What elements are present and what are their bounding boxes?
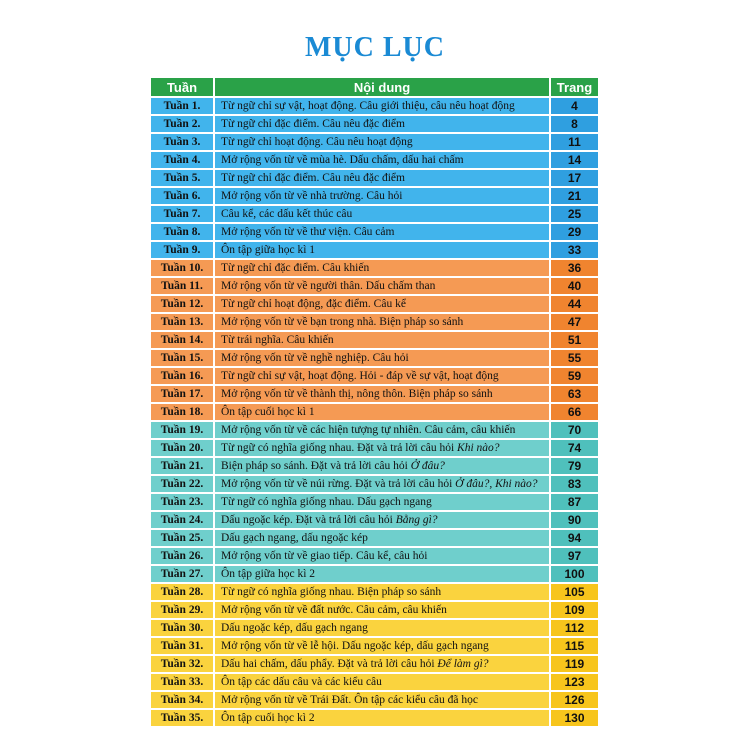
row-page: 55 [550,349,599,367]
row-page: 130 [550,709,599,727]
row-content [214,151,550,169]
row-content-text: Mở rộng vốn từ về thành thị, nông thôn. Biện pháp so sánh [221,388,493,400]
row-content [214,331,550,349]
row-content [214,295,550,313]
row-content-text: Ôn tập giữa học kì 1 [221,244,316,256]
row-content [214,223,550,241]
row-page: 8 [550,115,599,133]
row-content [214,583,550,601]
row-week: Tuần 1. [150,97,214,115]
row-week: Tuần 18. [150,403,214,421]
table-row [150,637,599,655]
row-page: 79 [550,457,599,475]
row-week: Tuần 23. [150,493,214,511]
row-content-text: Từ ngữ chỉ sự vật, hoạt động. Câu giới thiệu, câu nêu hoạt động [221,100,515,112]
header-content: Nội dung [214,77,550,97]
row-content [214,637,550,655]
row-content-text: Mở rộng vốn từ về đất nước. Câu cảm, câu khiến [221,604,447,616]
table-row [150,511,599,529]
table-row [150,565,599,583]
row-content [214,133,550,151]
row-week: Tuần 30. [150,619,214,637]
row-week: Tuần 6. [150,187,214,205]
row-week: Tuần 12. [150,295,214,313]
row-page: 74 [550,439,599,457]
table-row [150,205,599,223]
row-page: 87 [550,493,599,511]
row-week: Tuần 20. [150,439,214,457]
row-week: Tuần 17. [150,385,214,403]
row-page: 25 [550,205,599,223]
table-row [150,277,599,295]
row-content-text: Từ ngữ có nghĩa giống nhau. Đặt và trả lời câu hỏi [221,442,458,454]
row-page: 17 [550,169,599,187]
row-content [214,277,550,295]
row-content [214,187,550,205]
header-page: Trang [550,77,599,97]
row-content-text: Từ ngữ chỉ đặc điểm. Câu khiến [221,262,370,274]
table-row [150,169,599,187]
row-content-text: Từ trái nghĩa. Câu khiến [221,334,334,346]
row-content [214,547,550,565]
table-row [150,691,599,709]
row-page: 63 [550,385,599,403]
table-row [150,457,599,475]
row-content [214,313,550,331]
row-content-text: Từ ngữ chỉ đặc điểm. Câu nêu đặc điểm [221,172,405,184]
row-content [214,385,550,403]
row-week: Tuần 28. [150,583,214,601]
row-week: Tuần 29. [150,601,214,619]
row-content-text: Mở rộng vốn từ về thư viện. Câu cảm [221,226,395,238]
row-week: Tuần 4. [150,151,214,169]
row-page: 100 [550,565,599,583]
row-week: Tuần 25. [150,529,214,547]
row-content [214,439,550,457]
table-row [150,295,599,313]
row-content [214,529,550,547]
row-content [214,493,550,511]
row-content-question: Để làm gì? [437,658,489,670]
row-page: 40 [550,277,599,295]
row-content-text: Mở rộng vốn từ về bạn trong nhà. Biện pháp so sánh [221,316,464,328]
row-page: 21 [550,187,599,205]
row-content-question: Bằng gì? [395,514,438,526]
row-week: Tuần 32. [150,655,214,673]
table-row [150,151,599,169]
row-week: Tuần 34. [150,691,214,709]
row-week: Tuần 26. [150,547,214,565]
row-week: Tuần 31. [150,637,214,655]
row-content-text: Dấu hai chấm, dấu phẩy. Đặt và trả lời câu hỏi [221,658,438,670]
row-content-text: Từ ngữ có nghĩa giống nhau. Biện pháp so sánh [221,586,442,598]
row-content [214,601,550,619]
table-row [150,115,599,133]
row-content [214,115,550,133]
row-page: 14 [550,151,599,169]
row-content-text: Ôn tập cuối học kì 1 [221,406,315,418]
row-content-question: Ở đâu?, Khi nào? [455,478,538,490]
row-week: Tuần 24. [150,511,214,529]
row-content [214,691,550,709]
table-row [150,619,599,637]
row-content [214,655,550,673]
table-row [150,529,599,547]
table-row [150,331,599,349]
row-week: Tuần 3. [150,133,214,151]
row-content-text: Dấu ngoặc kép, dấu gạch ngang [221,622,368,634]
row-content-text: Mở rộng vốn từ về nghề nghiệp. Câu hỏi [221,352,409,364]
row-content-text: Từ ngữ chỉ đặc điểm. Câu nêu đặc điểm [221,118,405,130]
row-page: 112 [550,619,599,637]
row-week: Tuần 33. [150,673,214,691]
row-content [214,403,550,421]
table-row [150,385,599,403]
row-content-text: Mở rộng vốn từ về núi rừng. Đặt và trả lời câu hỏi [221,478,456,490]
row-week: Tuần 2. [150,115,214,133]
row-content-text: Từ ngữ chỉ hoạt động. Câu nêu hoạt động [221,136,413,148]
row-page: 36 [550,259,599,277]
row-page: 47 [550,313,599,331]
row-week: Tuần 8. [150,223,214,241]
row-page: 33 [550,241,599,259]
row-week: Tuần 27. [150,565,214,583]
table-of-contents [150,77,599,727]
row-week: Tuần 15. [150,349,214,367]
header-week: Tuần [150,77,214,97]
row-week: Tuần 13. [150,313,214,331]
table-row [150,313,599,331]
row-content-text: Biện pháp so sánh. Đặt và trả lời câu hỏi [221,460,411,472]
row-content-text: Mở rộng vốn từ về Trái Đất. Ôn tập các kiểu câu đã học [221,694,478,706]
row-week: Tuần 14. [150,331,214,349]
row-content [214,349,550,367]
row-page: 97 [550,547,599,565]
row-content-text: Từ ngữ chỉ sự vật, hoạt động. Hỏi - đáp về sự vật, hoạt động [221,370,499,382]
row-content-text: Mở rộng vốn từ về nhà trường. Câu hỏi [221,190,403,202]
row-content-text: Dấu ngoặc kép. Đặt và trả lời câu hỏi [221,514,396,526]
row-page: 4 [550,97,599,115]
table-row [150,133,599,151]
row-week: Tuần 19. [150,421,214,439]
row-content [214,565,550,583]
table-row [150,259,599,277]
row-week: Tuần 10. [150,259,214,277]
row-content-text: Từ ngữ chỉ hoạt động, đặc điểm. Câu kể [221,298,406,310]
row-content [214,457,550,475]
row-page: 44 [550,295,599,313]
row-content [214,475,550,493]
row-page: 109 [550,601,599,619]
table-row [150,475,599,493]
row-content [214,97,550,115]
row-content-text: Mở rộng vốn từ về người thân. Dấu chấm than [221,280,436,292]
row-content-text: Từ ngữ có nghĩa giống nhau. Dấu gạch ngang [221,496,432,508]
row-content [214,241,550,259]
row-page: 59 [550,367,599,385]
table-row [150,97,599,115]
row-page: 123 [550,673,599,691]
table-body [150,97,599,727]
row-content [214,619,550,637]
row-page: 90 [550,511,599,529]
table-row [150,673,599,691]
row-page: 51 [550,331,599,349]
table-row [150,367,599,385]
row-week: Tuần 16. [150,367,214,385]
row-week: Tuần 7. [150,205,214,223]
row-content-text: Ôn tập cuối học kì 2 [221,712,315,724]
table-row [150,439,599,457]
row-page: 126 [550,691,599,709]
row-content-question: Khi nào? [457,442,500,454]
table-header-row [150,77,599,97]
row-week: Tuần 35. [150,709,214,727]
row-content-question: Ở đâu? [410,460,445,472]
row-content-text: Mở rộng vốn từ về mùa hè. Dấu chấm, dấu hai chấm [221,154,464,166]
row-content-text: Ôn tập giữa học kì 2 [221,568,316,580]
table-row [150,547,599,565]
page-title: MỤC LỤC [305,32,445,63]
row-week: Tuần 22. [150,475,214,493]
table-row [150,493,599,511]
row-content [214,169,550,187]
row-content-text: Ôn tập các dấu câu và các kiểu câu [221,676,382,688]
row-page: 11 [550,133,599,151]
row-content-text: Dấu gạch ngang, dấu ngoặc kép [221,532,368,544]
table-row [150,421,599,439]
row-content [214,421,550,439]
row-content [214,205,550,223]
table-row [150,655,599,673]
row-page: 115 [550,637,599,655]
row-week: Tuần 5. [150,169,214,187]
row-content [214,367,550,385]
row-content [214,709,550,727]
table-row [150,349,599,367]
row-content [214,673,550,691]
table-row [150,241,599,259]
row-content [214,511,550,529]
row-week: Tuần 21. [150,457,214,475]
row-week: Tuần 9. [150,241,214,259]
row-page: 29 [550,223,599,241]
row-page: 94 [550,529,599,547]
row-page: 70 [550,421,599,439]
row-content-text: Mở rộng vốn từ về lễ hội. Dấu ngoặc kép, dấu gạch ngang [221,640,489,652]
row-page: 105 [550,583,599,601]
table-row [150,187,599,205]
table-row [150,403,599,421]
row-content [214,259,550,277]
row-week: Tuần 11. [150,277,214,295]
row-content-text: Mở rộng vốn từ về các hiện tượng tự nhiên. Câu cảm, câu khiến [221,424,516,436]
table-row [150,709,599,727]
row-content-text: Câu kể, các dấu kết thúc câu [221,208,353,220]
row-content-text: Mở rộng vốn từ về giao tiếp. Câu kể, câu hỏi [221,550,428,562]
row-page: 119 [550,655,599,673]
row-page: 83 [550,475,599,493]
table-row [150,583,599,601]
row-page: 66 [550,403,599,421]
table-row [150,223,599,241]
table-row [150,601,599,619]
